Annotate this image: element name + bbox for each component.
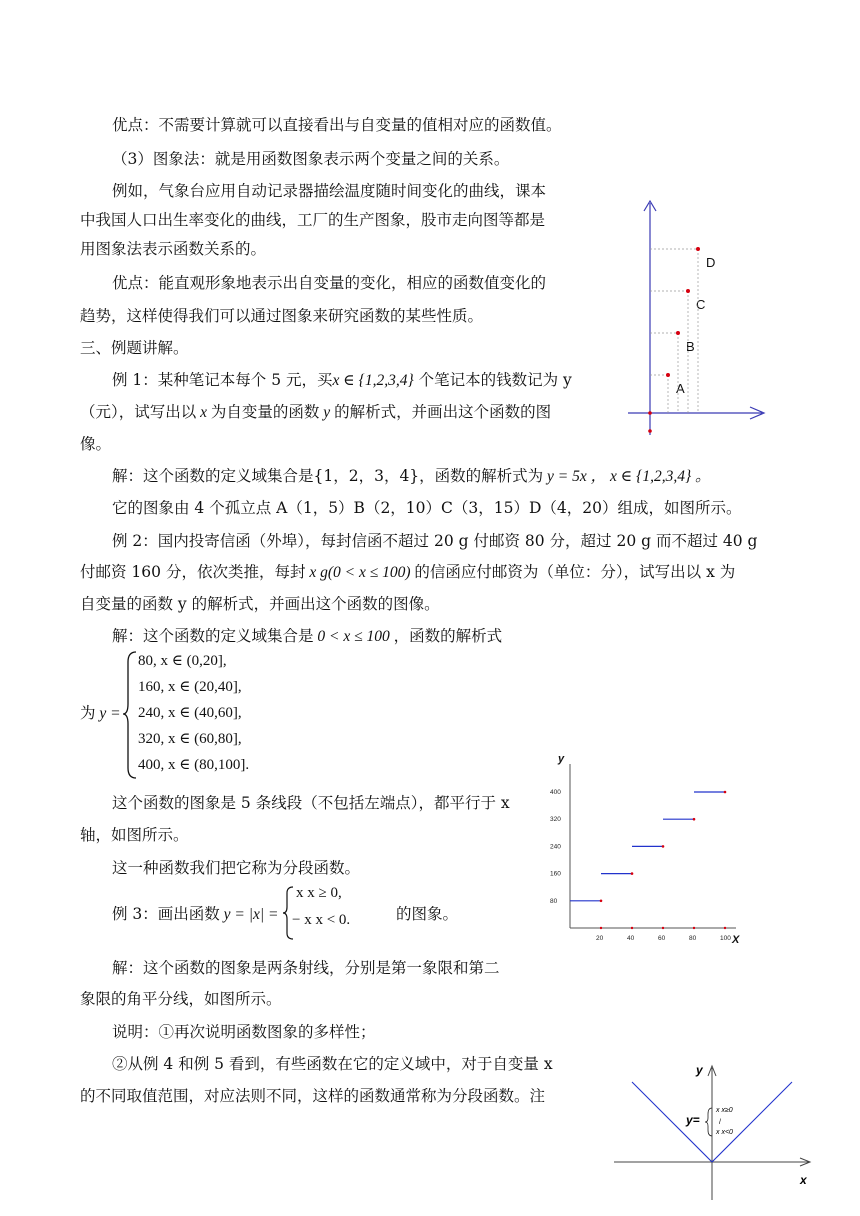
text-line: 中我国人口出生率变化的曲线，工厂的生产图象，股市走向图等都是 — [80, 211, 546, 229]
text: 解：这个函数的定义域集合是{1，2，3，4}，函数的解析式为 — [112, 467, 544, 485]
y-tick-label: 160 — [550, 870, 561, 878]
text-line: ②从例 4 和例 5 看到，有些函数在它的定义域中，对于自变量 x — [112, 1055, 553, 1073]
y-axis-label: y — [696, 1063, 703, 1077]
point-label: D — [706, 255, 716, 270]
math-inline: x — [196, 404, 211, 421]
text-line: 优点：不需要计算就可以直接看出与自变量的值相对应的函数值。 — [112, 116, 562, 134]
text: 为自变量的函数 — [210, 403, 320, 421]
text: （元），试写出以 — [80, 403, 197, 421]
formula-piece: 160, x ∈ (20,40], — [138, 679, 242, 695]
text-line: （3）图象法：就是用函数图象表示两个变量之间的关系。 — [112, 150, 510, 168]
math-inline: x ∈ {1,2,3,4} — [332, 372, 414, 389]
text-line: 自变量的函数 y 的解析式，并画出这个函数的图像。 — [80, 595, 440, 613]
x-tick-mark — [724, 927, 726, 929]
text: 为 — [80, 704, 96, 722]
text-line: 的不同取值范围，对应法则不同，这样的函数通常称为分段函数。注 — [80, 1087, 546, 1105]
formula-bottom: x x<0 — [716, 1129, 733, 1136]
formula-piece: 240, x ∈ (40,60], — [138, 705, 242, 721]
example-2-line: 例 2：国内投寄信函（外埠），每封信函不超过 20 g 付邮资 80 分，超过 20 g 而不超过 40 g — [112, 532, 758, 550]
text-line: 例如，气象台应用自动记录器描绘温度随时间变化的曲线，课本 — [112, 182, 547, 200]
math-inline: y = 5x ， — [543, 468, 607, 485]
x-tick-label: 40 — [627, 935, 635, 942]
text: 解：这个函数的定义域集合是 — [112, 627, 314, 645]
point-label: A — [676, 381, 685, 396]
point-A — [666, 373, 670, 377]
formula-brace — [705, 1108, 712, 1136]
formula-piece: x x ≥ 0, — [296, 885, 342, 901]
x-tick-label: 80 — [689, 935, 697, 942]
segment-endpoint — [662, 845, 665, 848]
y-tick-label: 240 — [550, 843, 561, 851]
formula-prefix — [80, 702, 121, 725]
text-line: 轴，如图所示。 — [80, 826, 189, 844]
formula-lhs: y= — [686, 1113, 700, 1127]
figure-step-function — [548, 748, 748, 948]
formula-mid: / — [719, 1119, 721, 1126]
text: ，函数的解析式 — [393, 627, 503, 645]
text: 例 3：画出函数 — [112, 905, 220, 923]
x-axis-label: X — [732, 934, 740, 946]
origin-point — [648, 411, 652, 415]
text-line: 这个函数的图象是 5 条线段（不包括左端点），都平行于 x — [112, 794, 510, 812]
segment-endpoint — [693, 818, 696, 821]
x-tick-mark — [662, 927, 664, 929]
text-line — [80, 561, 735, 584]
x-tick-label: 60 — [658, 935, 666, 942]
figure-abs-value — [612, 1060, 822, 1210]
y-tick-label: 400 — [550, 789, 561, 796]
ray-second-quadrant — [632, 1082, 712, 1162]
math-inline: y = — [95, 705, 121, 722]
text-line: 像。 — [80, 435, 112, 453]
x-tick-mark — [693, 927, 695, 929]
formula-piece: − x x < 0. — [292, 912, 351, 928]
point-label: B — [686, 339, 695, 354]
text: 付邮资 160 分，依次类推，每封 — [80, 563, 306, 581]
text-line: 用图象法表示函数关系的。 — [80, 240, 267, 258]
point-label: C — [696, 297, 706, 312]
math-inline: x ∈ {1,2,3,4} 。 — [606, 468, 711, 485]
text-line: 它的图象由 4 个孤立点 A（1，5）B（2，10）C（3，15）D（4，20）组成，如图所示。 — [112, 499, 742, 517]
left-brace — [124, 650, 138, 780]
text: 的信函应付邮资为（单位：分），试写出以 x 为 — [414, 563, 736, 581]
segment-endpoint — [724, 791, 727, 794]
point-C — [686, 289, 690, 293]
section-heading: 三、例题讲解。 — [80, 339, 189, 357]
text: 的解析式，并画出这个函数的图 — [334, 403, 552, 421]
point-B — [676, 331, 680, 335]
text-line: 这一种函数我们把它称为分段函数。 — [112, 859, 361, 877]
formula-top: x x≥0 — [716, 1107, 733, 1114]
text-line — [80, 401, 551, 424]
example-3-line — [112, 903, 279, 926]
figure-isolated-points — [620, 195, 780, 445]
example-1-line — [112, 369, 572, 392]
x-tick-mark — [600, 927, 602, 929]
y-tick-label: 320 — [550, 816, 561, 824]
y-axis-label: y — [558, 753, 565, 765]
x-tick-mark — [631, 927, 633, 929]
segment-endpoint — [631, 872, 634, 875]
formula-piece: 80, x ∈ (0,20], — [138, 653, 227, 669]
math-inline: y = |x| = — [219, 906, 279, 923]
point-D — [696, 247, 700, 251]
axis-point — [648, 429, 652, 433]
formula-piece: 400, x ∈ (80,100]. — [138, 757, 250, 773]
formula-piece: 320, x ∈ (60,80], — [138, 731, 242, 747]
solution-line: 解：这个函数的图象是两条射线，分别是第一象限和第二 — [112, 959, 500, 977]
math-inline: x g(0 < x ≤ 100) — [305, 564, 415, 581]
text-line: 趋势，这样使得我们可以通过图象来研究函数的某些性质。 — [80, 307, 484, 325]
text: 例 1：某种笔记本每个 5 元，买 — [112, 371, 333, 389]
x-tick-label: 100 — [720, 935, 731, 942]
text: 个笔记本的钱数记为 y — [413, 371, 572, 389]
x-axis-label: x — [800, 1173, 807, 1187]
math-inline: 0 < x ≤ 100 — [313, 628, 394, 645]
math-inline: y — [319, 404, 335, 421]
solution-line — [112, 465, 711, 488]
ray-first-quadrant — [712, 1082, 792, 1162]
text: 的图象。 — [396, 905, 459, 923]
segment-endpoint — [600, 900, 603, 903]
text-line: 说明：①再次说明函数图象的多样性； — [112, 1023, 376, 1041]
text-line: 优点：能直观形象地表示出自变量的变化，相应的函数值变化的 — [112, 274, 547, 292]
text-line: 象限的角平分线，如图所示。 — [80, 990, 282, 1008]
x-tick-label: 20 — [596, 935, 604, 942]
solution-line — [112, 625, 502, 648]
y-tick-label: 80 — [550, 897, 558, 905]
